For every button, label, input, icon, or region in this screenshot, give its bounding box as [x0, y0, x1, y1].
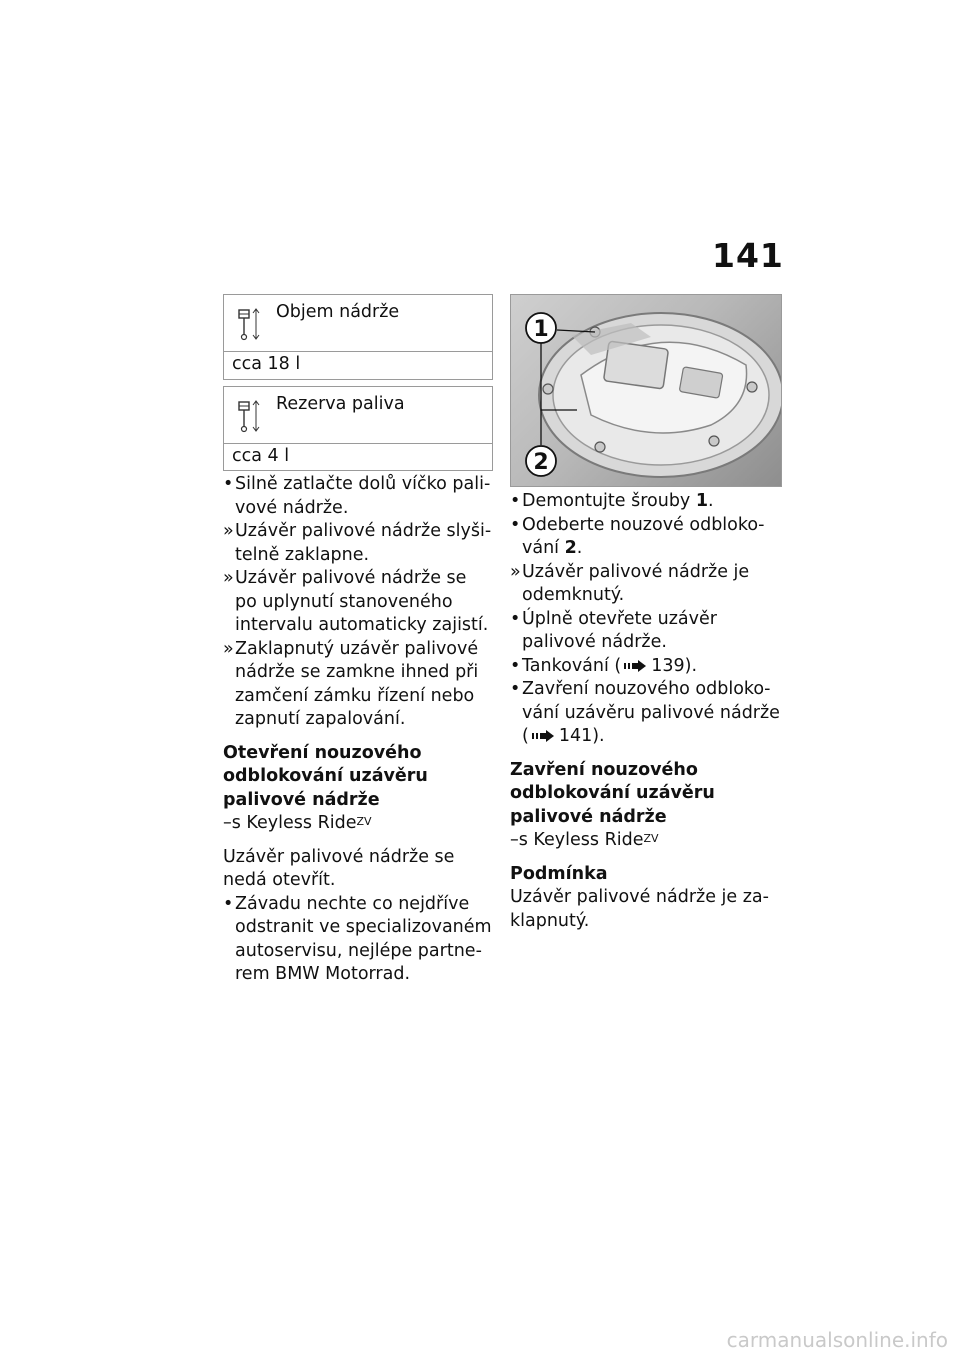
list-item: • Úplně otevřete uzávěr palivové nádrže.: [510, 608, 717, 652]
photo-callout-2: 2: [533, 450, 549, 475]
condition-text: Uzávěr palivové nádrže je zaklapnutý.: [510, 887, 769, 931]
fuel-tank-icon: [236, 305, 268, 343]
variant-label: –s Keyless Ride$^{ZV}$: [223, 813, 372, 833]
paragraph: Uzávěr palivové nádrže se nedá otevřít.: [223, 846, 455, 890]
page-number: 141: [712, 236, 784, 275]
section-heading: Zavření nouzového odblokování uzávěru palivové nádrže: [510, 759, 715, 827]
condition-heading: Podmínka: [510, 863, 608, 884]
fuel-cap-photo: [510, 294, 782, 487]
spec-value: cca 4 l: [232, 445, 290, 466]
variant-label: –s Keyless Ride$^{ZV}$: [510, 830, 659, 850]
spec-title: Objem nádrže: [276, 302, 400, 322]
page-reference-arrow-icon: [532, 730, 556, 742]
spec-box-fuel-reserve: [223, 386, 493, 472]
section-heading: Otevření nouzového odblokování uzávěru palivové nádrže: [223, 742, 428, 810]
list-item: » Uzávěr palivové nádrže se po uplynutí stanoveného intervalu automaticky zajistí.: [223, 568, 489, 635]
list-item: » Uzávěr palivové nádrže je odemknutý.: [510, 561, 750, 605]
list-item[interactable]: • Tankování ( 139).: [510, 655, 698, 676]
right-column: [510, 294, 782, 933]
list-item: • Silně zatlačte dolů víčko palivové nádrže.: [223, 474, 491, 518]
spec-value: cca 18 l: [232, 354, 301, 374]
list-item: » Uzávěr palivové nádrže slyšitelně zaklapne.: [223, 521, 492, 565]
steps-list: [223, 473, 493, 732]
list-item: • Odeberte nouzové odblokování 2.: [510, 514, 765, 558]
fuel-cap-illustration: [511, 295, 781, 486]
steps-list: [223, 893, 493, 987]
photo-callout-1: 1: [533, 317, 549, 342]
spec-box-tank-volume: [223, 294, 493, 380]
watermark: carmanualsonline.info: [726, 1328, 948, 1352]
left-column: [223, 294, 493, 987]
list-item: » Zaklapnutý uzávěr palivové nádrže se zamkne ihned při zamčení zámku řízení nebo zapnutí zapalování.: [223, 638, 479, 729]
fuel-tank-icon: [236, 397, 268, 435]
list-item: • Demontujte šrouby 1.: [510, 491, 714, 511]
list-item[interactable]: • Zavření nouzového odblokování uzávěru palivové nádrže ( 141).: [510, 679, 780, 746]
steps-list: [510, 490, 782, 749]
spec-title: Rezerva paliva: [276, 393, 405, 414]
page-reference-arrow-icon: [624, 660, 648, 672]
list-item: • Závadu nechte co nejdříve odstranit ve specializovaném autoservisu, nejlépe partnerem BMW Motorrad.: [223, 893, 492, 984]
